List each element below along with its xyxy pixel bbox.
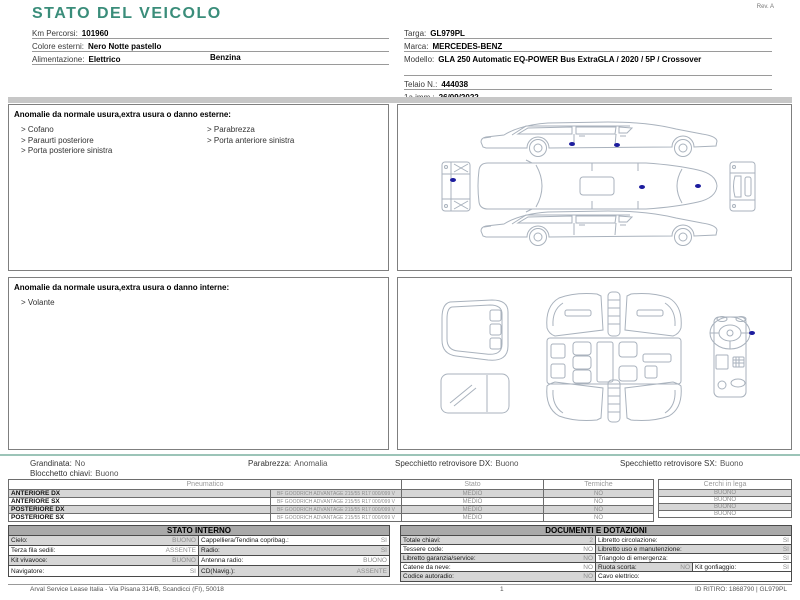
field-value: MERCEDES-BENZ bbox=[432, 42, 503, 51]
cell-label: Cappelliera/Tendina copribag.: bbox=[201, 537, 289, 544]
table-row bbox=[401, 572, 791, 581]
exterior-anomalies-box bbox=[8, 104, 389, 271]
summary-value: Anomalia bbox=[294, 459, 328, 468]
revision-label: Rev. A bbox=[756, 4, 774, 10]
field-label: Telaio N.: bbox=[404, 80, 438, 89]
cabin-view bbox=[547, 292, 682, 422]
cell-label: Kit gonfiaggio: bbox=[695, 563, 737, 571]
summary-label: Blocchetto chiavi: bbox=[30, 469, 93, 478]
tire-spec: BF GOODRICH ADVANTAGE 215/55 R17 000/099 V bbox=[271, 506, 402, 514]
cell-label: Radio: bbox=[201, 547, 220, 554]
page-title: STATO DEL VEICOLO bbox=[32, 5, 222, 22]
table-cell bbox=[596, 536, 791, 545]
tire-spec: BF GOODRICH ADVANTAGE 215/55 R17 000/099 V bbox=[271, 490, 402, 498]
cell-label: Cielo: bbox=[11, 537, 28, 544]
summary-value: Buono bbox=[719, 459, 744, 468]
table-cell bbox=[199, 536, 389, 546]
table-cell bbox=[596, 545, 791, 554]
table-row bbox=[401, 536, 791, 545]
table-cell bbox=[9, 566, 199, 576]
tire-row bbox=[9, 490, 654, 498]
tire-table-header-row bbox=[9, 480, 654, 490]
field-marca bbox=[404, 39, 772, 52]
tire-stato: MEDIO bbox=[402, 490, 544, 498]
tire-termiche: NO bbox=[544, 498, 654, 506]
tire-stato: MEDIO bbox=[402, 506, 544, 514]
exterior-anomalies-header: Anomalie da normale usura,extra usura o danno esterne: bbox=[14, 110, 231, 119]
car-top-view bbox=[478, 160, 717, 212]
cell-value: SI bbox=[782, 554, 789, 562]
table-cell bbox=[401, 572, 596, 581]
cell-value: NO bbox=[583, 545, 593, 553]
tire-position: POSTERIORE DX bbox=[9, 506, 271, 514]
summary-specchietto-dx bbox=[395, 459, 519, 468]
field-value-secondary: Benzina bbox=[210, 53, 241, 62]
field-label: Modello: bbox=[404, 55, 435, 64]
summary-label: Specchietto retrovisore DX: bbox=[395, 459, 493, 468]
table-cell bbox=[401, 536, 596, 545]
cerchi-value: BUONO bbox=[659, 490, 792, 497]
tire-row bbox=[9, 498, 654, 506]
anomaly-item: > Cofano bbox=[21, 125, 54, 134]
tire-row bbox=[9, 506, 654, 514]
table-cell bbox=[401, 545, 596, 554]
cerchi-row bbox=[659, 511, 792, 518]
tire-row bbox=[9, 514, 654, 522]
cerchi-value: BUONO bbox=[659, 511, 792, 518]
damage-dot bbox=[749, 331, 755, 335]
field-modello bbox=[404, 52, 772, 76]
cell-value: SI bbox=[189, 567, 196, 575]
table-cell bbox=[401, 554, 596, 563]
cell-label: Navigatore: bbox=[11, 567, 45, 575]
interior-anomalies-box bbox=[8, 277, 389, 450]
footer-ritiro-id: ID RITIRO: 1868790 | GL979PL bbox=[694, 586, 787, 593]
trunk-view bbox=[442, 300, 508, 360]
cell-label: Libretto uso e manutenzione: bbox=[598, 545, 682, 553]
exterior-anomalies-col1 bbox=[21, 125, 112, 157]
damage-dot bbox=[450, 178, 456, 182]
table-row bbox=[9, 566, 389, 576]
cell-label: Cavo elettrico: bbox=[598, 573, 640, 580]
tire-stato: MEDIO bbox=[402, 514, 544, 522]
field-value: Nero Notte pastello bbox=[88, 42, 162, 51]
cerchi-header-row bbox=[659, 480, 792, 490]
anomaly-item: > Parabrezza bbox=[207, 125, 255, 134]
field-value: 444038 bbox=[441, 80, 469, 89]
cell-value: SI bbox=[782, 545, 789, 553]
column-header-termiche: Termiche bbox=[544, 480, 654, 490]
cell-label: Tessere code: bbox=[403, 545, 444, 553]
cerchi-row bbox=[659, 504, 792, 511]
field-value: Elettrico bbox=[88, 55, 121, 64]
tire-termiche: NO bbox=[544, 506, 654, 514]
interior-anomalies-header: Anomalie da normale usura,extra usura o danno interne: bbox=[14, 283, 230, 292]
cell-value: NO bbox=[583, 573, 593, 580]
table-cell bbox=[693, 563, 791, 572]
table-cell bbox=[401, 563, 596, 572]
field-targa bbox=[404, 26, 772, 39]
cell-value: SI bbox=[782, 563, 789, 571]
damage-dot bbox=[639, 185, 645, 189]
table-row bbox=[401, 554, 791, 563]
table-cell bbox=[596, 554, 791, 563]
footer-divider bbox=[8, 584, 792, 585]
stato-interno-title: STATO INTERNO bbox=[9, 526, 389, 536]
cell-label: Libretto garanzia/service: bbox=[403, 554, 476, 562]
field-colore-esterni bbox=[32, 39, 389, 52]
cell-label: Terza fila sedili: bbox=[11, 547, 56, 554]
summary-label: Specchietto retrovisore SX: bbox=[620, 459, 717, 468]
car-left-side-view bbox=[481, 122, 717, 157]
summary-specchietto-sx bbox=[620, 459, 743, 468]
summary-value: Buono bbox=[95, 469, 119, 478]
field-value: GL979PL bbox=[430, 29, 465, 38]
field-value: GLA 250 Automatic EQ-POWER Bus ExtraGLA / 2020 / 5P / Crossover bbox=[438, 55, 702, 64]
summary-divider-line bbox=[0, 454, 800, 456]
table-cell bbox=[596, 563, 693, 572]
documenti-table bbox=[400, 525, 792, 582]
footer-company: Arval Service Lease Italia - Via Pisana 314/B, Scandicci (FI), 50018 bbox=[30, 586, 224, 593]
cerchi-row bbox=[659, 490, 792, 497]
car-rear-view bbox=[442, 162, 470, 211]
cell-label: Kit vivavoce: bbox=[11, 557, 48, 564]
table-row bbox=[401, 545, 791, 554]
cell-value: SI bbox=[380, 537, 387, 544]
tire-position: POSTERIORE SX bbox=[9, 514, 271, 522]
cell-label: Totale chiavi: bbox=[403, 536, 441, 544]
damage-dot bbox=[695, 184, 701, 188]
tire-table bbox=[8, 479, 654, 522]
cerchi-table bbox=[658, 479, 792, 518]
section-divider-bar bbox=[8, 97, 792, 103]
dashboard-view bbox=[710, 317, 755, 398]
cerchi-value: BUONO bbox=[659, 504, 792, 511]
cell-label: Catene da neve: bbox=[403, 563, 451, 571]
field-alimentazione bbox=[32, 52, 389, 65]
cell-label: Antenna radio: bbox=[201, 557, 244, 564]
interior-diagram-svg bbox=[398, 278, 791, 449]
cell-label: CD(Navig.): bbox=[201, 567, 235, 575]
table-cell bbox=[9, 556, 199, 566]
interior-diagram-box bbox=[397, 277, 792, 450]
table-row bbox=[9, 556, 389, 566]
anomaly-item: > Porta posteriore sinistra bbox=[21, 146, 113, 155]
cell-value: SI bbox=[380, 547, 387, 554]
table-row bbox=[9, 546, 389, 556]
summary-grandinata bbox=[30, 459, 85, 468]
exterior-anomalies-col2 bbox=[207, 125, 294, 146]
summary-value: Buono bbox=[495, 459, 519, 468]
tire-position: ANTERIORE DX bbox=[9, 490, 271, 498]
field-value: 101960 bbox=[81, 29, 109, 38]
summary-value: No bbox=[74, 459, 86, 468]
table-row bbox=[401, 563, 791, 572]
column-header-cerchi: Cerchi in lega bbox=[659, 480, 792, 490]
stato-interno-table bbox=[8, 525, 390, 577]
anomaly-item: > Volante bbox=[21, 298, 55, 307]
field-label: Km Percorsi: bbox=[32, 29, 78, 38]
cell-label: Triangolo di emergenza: bbox=[598, 554, 668, 562]
footer-page-number: 1 bbox=[500, 586, 504, 593]
table-cell bbox=[199, 566, 389, 576]
summary-blocchetto-chiavi bbox=[30, 469, 118, 478]
table-cell bbox=[9, 536, 199, 546]
table-row bbox=[9, 536, 389, 546]
tire-stato: MEDIO bbox=[402, 498, 544, 506]
cerchi-value: BUONO bbox=[659, 497, 792, 504]
table-cell bbox=[9, 546, 199, 556]
cell-value: BUONO bbox=[363, 557, 387, 564]
cell-label: Codice autoradio: bbox=[403, 573, 454, 580]
cell-value: NO bbox=[583, 554, 593, 562]
field-label: Targa: bbox=[404, 29, 427, 38]
tire-spec: BF GOODRICH ADVANTAGE 215/55 R17 000/099 V bbox=[271, 498, 402, 506]
exterior-diagram-box bbox=[397, 104, 792, 271]
cell-value: ASSENTE bbox=[356, 567, 387, 575]
tire-position: ANTERIORE SX bbox=[9, 498, 271, 506]
documenti-title: DOCUMENTI E DOTAZIONI bbox=[401, 526, 791, 536]
cell-value: 2 bbox=[589, 536, 593, 544]
field-label: Marca: bbox=[404, 42, 429, 51]
table-cell bbox=[199, 546, 389, 556]
table-cell bbox=[596, 572, 791, 581]
cell-value: NO bbox=[583, 563, 593, 571]
cell-value: BUONO bbox=[172, 537, 196, 544]
tire-spec: BF GOODRICH ADVANTAGE 215/55 R17 000/099 V bbox=[271, 514, 402, 522]
column-header-pneumatico: Pneumatico bbox=[9, 480, 402, 490]
damage-dot bbox=[569, 142, 575, 146]
table-cell bbox=[199, 556, 389, 566]
anomaly-item: > Paraurti posteriore bbox=[21, 135, 94, 145]
cell-value: ASSENTE bbox=[165, 547, 196, 554]
field-label: Alimentazione: bbox=[32, 55, 85, 64]
rear-window-view bbox=[441, 374, 509, 413]
damage-dot bbox=[614, 143, 620, 147]
car-right-side-view bbox=[481, 211, 717, 246]
cell-value: NO bbox=[680, 563, 690, 571]
anomaly-item: > Porta anteriore sinistra bbox=[207, 135, 295, 145]
exterior-diagram-svg bbox=[398, 105, 791, 270]
tire-termiche: NO bbox=[544, 514, 654, 522]
field-telaio bbox=[404, 77, 772, 90]
interior-anomalies-col1 bbox=[21, 298, 55, 309]
field-label: Colore esterni: bbox=[32, 42, 85, 51]
summary-label: Grandinata: bbox=[30, 459, 72, 468]
cerchi-row bbox=[659, 497, 792, 504]
field-km-percorsi bbox=[32, 26, 389, 39]
summary-parabrezza bbox=[248, 459, 328, 468]
cell-value: BUONO bbox=[172, 557, 196, 564]
cell-label: Ruota scorta: bbox=[598, 563, 637, 571]
column-header-stato: Stato bbox=[402, 480, 544, 490]
tire-termiche: NO bbox=[544, 490, 654, 498]
car-front-view bbox=[730, 162, 755, 211]
cell-value: SI bbox=[782, 536, 789, 544]
cell-label: Libretto circolazione: bbox=[598, 536, 658, 544]
summary-label: Parabrezza: bbox=[248, 459, 292, 468]
